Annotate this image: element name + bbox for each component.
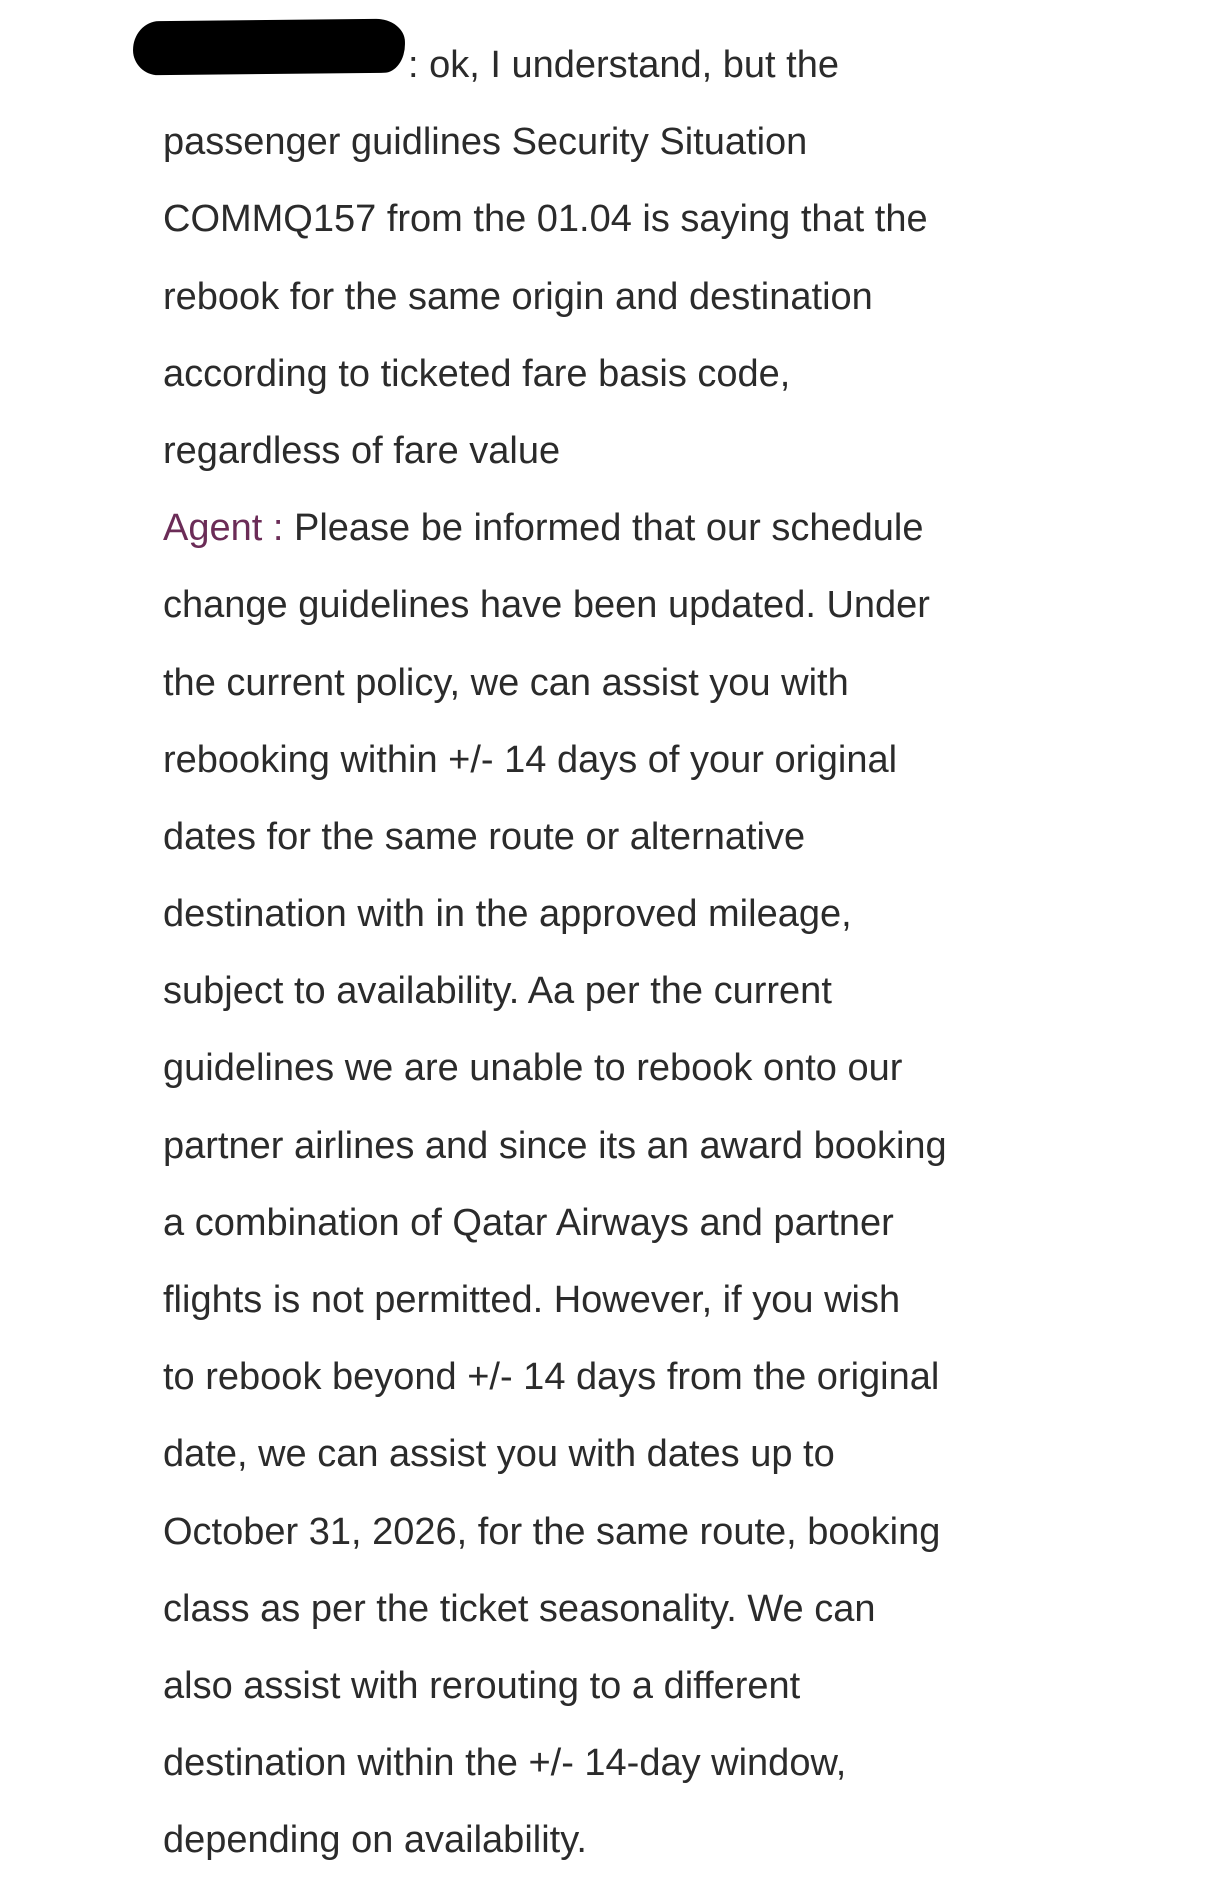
cropped-previous-line	[163, 0, 943, 8]
agent-message-line: date, we can assist you with dates up to	[163, 1433, 835, 1476]
agent-message-line: guidelines we are unable to rebook onto our	[163, 1047, 903, 1090]
customer-message-line: regardless of fare value	[163, 429, 561, 472]
customer-message-line: COMMQ157 from the 01.04 is saying that the	[163, 198, 928, 241]
speaker-separator: :	[408, 44, 419, 86]
agent-message-line: subject to availability. Aa per the current	[163, 970, 832, 1013]
agent-message-line: a combination of Qatar Airways and partner	[163, 1201, 894, 1244]
agent-message-line: partner airlines and since its an award booking	[163, 1124, 947, 1167]
agent-message-line: depending on availability.	[163, 1819, 587, 1862]
customer-message-line: according to ticketed fare basis code,	[163, 352, 791, 395]
agent-message-line: change guidelines have been updated. Under	[163, 584, 930, 627]
agent-message-line: class as per the ticket seasonality. We can	[163, 1587, 876, 1630]
agent-message-line: dates for the same route or alternative	[163, 815, 806, 858]
agent-message-line: to rebook beyond +/- 14 days from the original	[163, 1356, 940, 1399]
agent-message-line: October 31, 2026, for the same route, booking	[163, 1510, 941, 1553]
message-list	[163, 27, 963, 1880]
customer-message-line: rebook for the same origin and destination	[163, 275, 873, 318]
agent-message-line: Agent : Please be informed that our schedule	[163, 507, 924, 550]
customer-message-line: passenger guidlines Security Situation	[163, 121, 808, 164]
agent-message-line: destination with in the approved mileage,	[163, 893, 852, 936]
customer-message-line: : ok, I understand, but the	[408, 44, 839, 86]
agent-message-line: rebooking within +/- 14 days of your original	[163, 738, 898, 781]
agent-message-line: destination within the +/- 14-day window,	[163, 1742, 847, 1785]
agent-speaker-label: Agent :	[163, 507, 284, 550]
agent-message-line: flights is not permitted. However, if you wish	[163, 1279, 901, 1321]
agent-message-line: the current policy, we can assist you with	[163, 661, 849, 704]
agent-message-line: also assist with rerouting to a different	[163, 1664, 801, 1707]
